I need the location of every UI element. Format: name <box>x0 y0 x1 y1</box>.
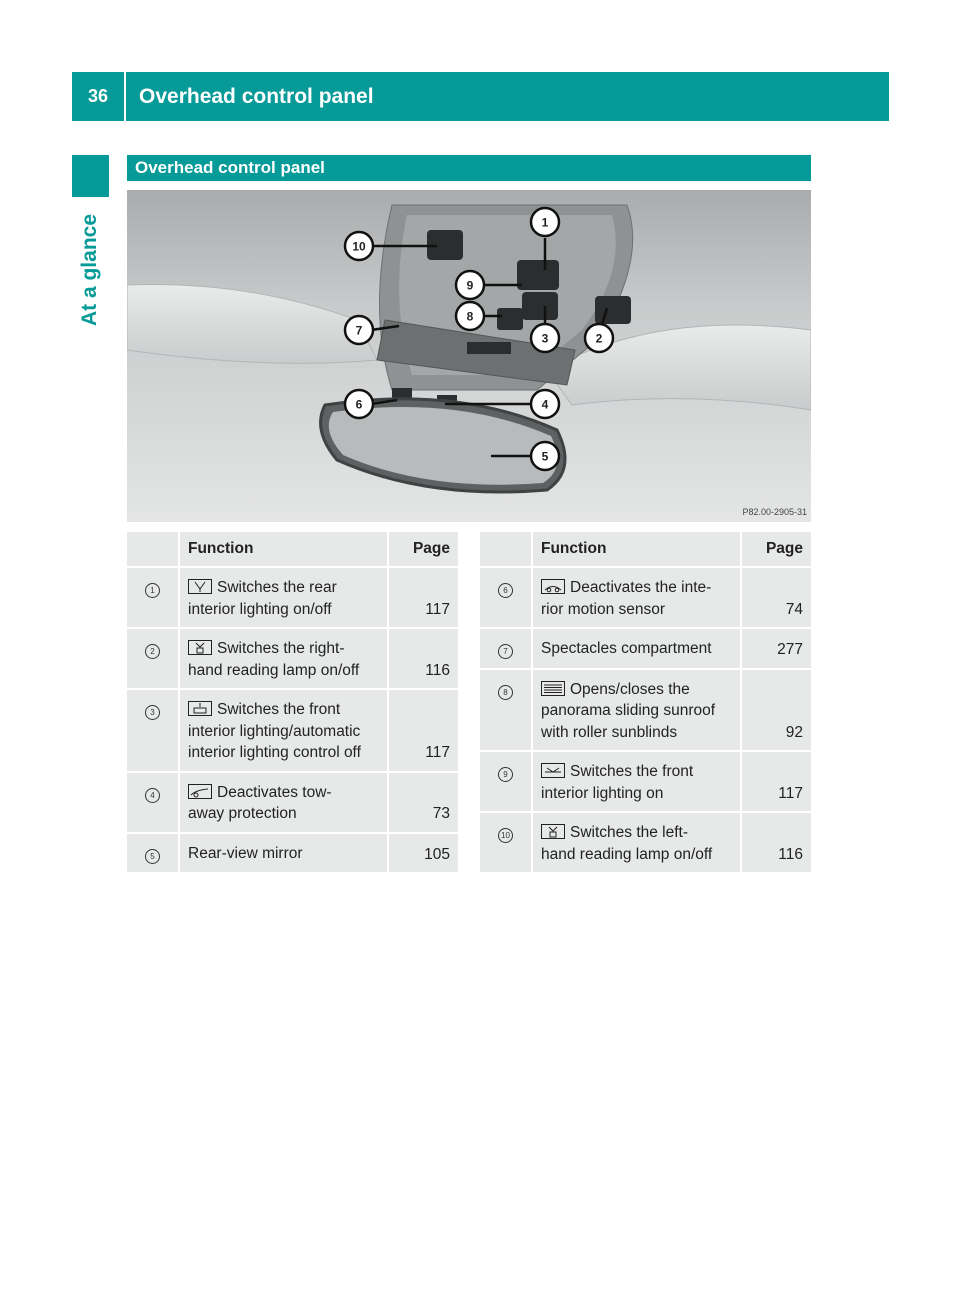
item-number <box>127 773 180 832</box>
function-text: hand reading lamp on/off <box>188 661 360 679</box>
callout-2: 2 <box>595 331 603 346</box>
callout-9: 9 <box>466 278 474 293</box>
item-number <box>480 813 533 872</box>
callout-8: 8 <box>466 309 474 324</box>
header-function: Function <box>533 532 740 566</box>
table-row <box>127 834 458 873</box>
front-light-auto-off-icon <box>188 701 212 716</box>
function-description <box>180 773 387 832</box>
table-header-row <box>480 532 811 566</box>
function-description <box>533 813 740 872</box>
motion-sensor-off-icon <box>541 579 565 594</box>
page-reference: 117 <box>387 690 458 771</box>
item-number-badge: 7 <box>498 644 513 659</box>
item-number <box>480 752 533 811</box>
callout-3: 3 <box>541 331 549 346</box>
item-number <box>480 629 533 668</box>
rear-light-icon <box>188 579 212 594</box>
item-number <box>127 629 180 688</box>
function-text: interior lighting/automatic <box>188 722 361 740</box>
overhead-panel-photo <box>127 190 811 522</box>
tow-away-off-icon <box>188 784 212 799</box>
function-table-right <box>480 530 811 874</box>
page-reference: 92 <box>740 670 811 751</box>
item-number <box>127 568 180 627</box>
function-text: rior motion sensor <box>541 600 666 618</box>
function-text: Switches the rear <box>217 579 337 596</box>
function-text: Switches the right- <box>217 640 345 657</box>
function-text: panorama sliding sunroof <box>541 702 716 719</box>
function-description <box>180 834 387 873</box>
page-header <box>72 72 889 121</box>
table-row <box>480 752 811 811</box>
item-number <box>127 690 180 771</box>
callout-4: 4 <box>541 397 549 412</box>
page-number: 36 <box>72 72 126 121</box>
function-text: hand reading lamp on/off <box>541 845 713 863</box>
item-number-badge: 8 <box>498 685 513 700</box>
reading-lamp-icon <box>541 824 565 839</box>
callout-6: 6 <box>355 397 363 412</box>
function-description <box>533 568 740 627</box>
function-text: Deactivates the inte- <box>570 579 712 596</box>
table-row <box>480 813 811 872</box>
function-description <box>180 568 387 627</box>
function-text: Switches the front <box>570 763 694 780</box>
function-description <box>533 752 740 811</box>
function-text: with roller sunblinds <box>541 723 678 741</box>
header-num <box>127 532 180 566</box>
function-text: Rear-view mirror <box>188 844 303 862</box>
item-number-badge: 4 <box>145 788 160 803</box>
page-reference: 74 <box>740 568 811 627</box>
function-description <box>180 629 387 688</box>
table-row <box>480 568 811 627</box>
page-reference: 105 <box>387 834 458 873</box>
item-number <box>480 670 533 751</box>
callout-5: 5 <box>541 449 549 464</box>
function-text: interior lighting control off <box>188 744 361 761</box>
table-row <box>480 670 811 751</box>
function-text: Switches the left- <box>570 824 689 841</box>
function-text: Switches the front <box>217 701 341 718</box>
page-reference: 117 <box>740 752 811 811</box>
function-text: interior lighting on <box>541 784 664 802</box>
function-description <box>180 690 387 771</box>
table-header-row <box>127 532 458 566</box>
item-number-badge: 9 <box>498 767 513 782</box>
page-reference: 117 <box>387 568 458 627</box>
function-text: away protection <box>188 805 297 822</box>
reading-lamp-icon <box>188 640 212 655</box>
sidebar-label-text: At a glance <box>78 213 102 327</box>
table-row <box>127 690 458 771</box>
callout-7: 7 <box>355 323 363 338</box>
front-light-icon <box>541 763 565 778</box>
function-text: Spectacles compartment <box>541 640 712 657</box>
sidebar-marker <box>72 155 109 197</box>
item-number-badge: 2 <box>145 644 160 659</box>
callout-10: 10 <box>352 239 366 254</box>
item-number <box>127 834 180 873</box>
sunroof-icon <box>541 681 565 696</box>
function-text: interior lighting on/off <box>188 600 332 618</box>
table-row <box>127 773 458 832</box>
page-reference: 116 <box>740 813 811 872</box>
item-number-badge: 10 <box>498 828 513 843</box>
function-description <box>533 629 740 668</box>
section-title: Overhead control panel <box>127 155 811 181</box>
page-reference: 116 <box>387 629 458 688</box>
item-number-badge: 3 <box>145 705 160 720</box>
header-function: Function <box>180 532 387 566</box>
table-row <box>127 568 458 627</box>
header-page: Page <box>740 532 811 566</box>
header-title: Overhead control panel <box>139 84 374 108</box>
item-number-badge: 1 <box>145 583 160 598</box>
table-row <box>127 629 458 688</box>
item-number-badge: 6 <box>498 583 513 598</box>
header-page: Page <box>387 532 458 566</box>
page-reference: 277 <box>740 629 811 668</box>
sidebar-label <box>72 205 109 335</box>
function-text: Opens/closes the <box>570 680 690 698</box>
item-number <box>480 568 533 627</box>
function-table-left <box>127 530 458 874</box>
photo-code: P82.00-2905-31 <box>742 507 807 517</box>
function-text: Deactivates tow- <box>217 783 332 801</box>
item-number-badge: 5 <box>145 849 160 864</box>
callout-1: 1 <box>541 215 549 230</box>
function-description <box>533 670 740 751</box>
header-num <box>480 532 533 566</box>
table-row <box>480 629 811 668</box>
page-reference: 73 <box>387 773 458 832</box>
